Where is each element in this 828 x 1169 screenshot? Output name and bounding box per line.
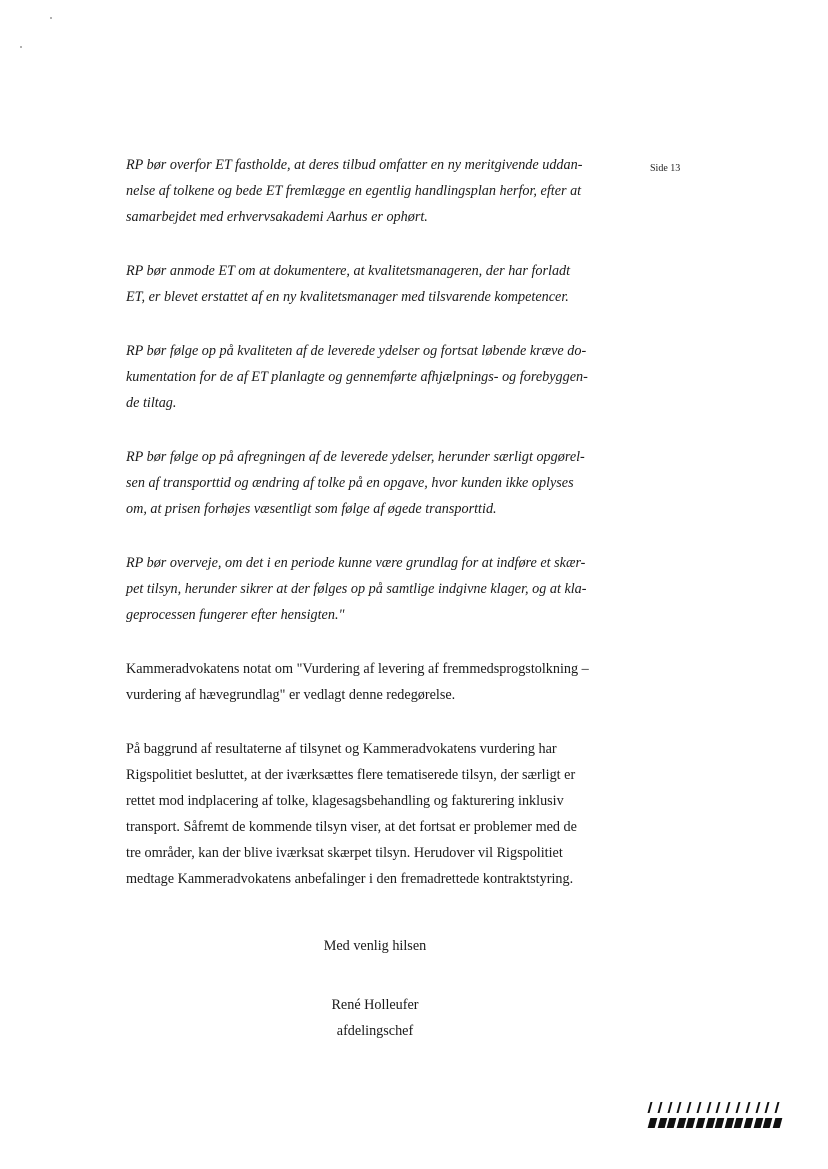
scan-speck (50, 17, 52, 19)
barcode-bar (687, 1102, 692, 1113)
scan-speck (20, 46, 22, 48)
recommendation-paragraph-3: RP bør følge op på kvaliteten af de leverede ydelser og fortsat løbende kræve do- kumentation for de af ET planlagte og gennemførte afhjælpnings- og forebyggen- de tiltag. (126, 343, 588, 411)
signer-title: afdelingschef (336, 1023, 414, 1039)
barcode-bar (677, 1102, 682, 1113)
barcode-bottom-row (649, 1118, 785, 1128)
barcode-bar (736, 1102, 741, 1113)
decision-paragraph: På baggrund af resultaterne af tilsynet og Kammeradvokatens vurdering har Rigspolitiet besluttet, at der iværksættes flere tematiserede tilsyn, der særligt er rettet mod indplacering af tolke, klagesagsbehandling og fakturering inklusiv transport. Såfremt de kommende tilsyn viser, at det fortsat er problemer med de tre områder, kan der blive iværksat skærpet tilsyn. Herudover vil Rigspolitiet medtage Kammeradvokatens anbefalinger i den fremadrettede kontraktstyring. (126, 741, 577, 887)
barcode-bar (706, 1102, 711, 1113)
barcode-top-row (649, 1102, 785, 1113)
attachment-note-paragraph: Kammeradvokatens notat om "Vurdering af levering af fremmedsprogstolkning – vurdering af hævegrundlag" er vedlagt denne redegørelse. (126, 661, 589, 703)
closing-greeting: Med venlig hilsen (323, 938, 427, 954)
barcode-bar (744, 1118, 754, 1128)
barcode-bar (775, 1102, 780, 1113)
barcode-bar (657, 1118, 667, 1128)
barcode-bar (648, 1102, 653, 1113)
recommendation-paragraph-2: RP bør anmode ET om at dokumentere, at kvalitetsmanageren, der har forladt ET, er blevet erstattet af en ny kvalitetsmanager med tilsvarende kompetencer. (126, 263, 571, 305)
barcode-bar (745, 1102, 750, 1113)
barcode-bar (753, 1118, 763, 1128)
barcode-bar (667, 1118, 677, 1128)
barcode-bar (676, 1118, 686, 1128)
barcode-bar (734, 1118, 744, 1128)
barcode-bar (667, 1102, 672, 1113)
page-number: Side 13 (650, 163, 681, 174)
barcode-bar (696, 1102, 701, 1113)
signature-block (275, 992, 475, 1044)
barcode-bar (705, 1118, 715, 1128)
barcode-bar (657, 1102, 662, 1113)
body-text (126, 152, 628, 892)
barcode-bar (772, 1118, 782, 1128)
barcode-bar (716, 1102, 721, 1113)
signer-name: René Holleufer (331, 997, 419, 1013)
barcode-bar (648, 1118, 658, 1128)
barcode-bar (696, 1118, 706, 1128)
barcode-bar (765, 1102, 770, 1113)
barcode-bar (755, 1102, 760, 1113)
barcode-bar (763, 1118, 773, 1128)
barcode-bar (724, 1118, 734, 1128)
barcode-bar (715, 1118, 725, 1128)
recommendation-paragraph-4: RP bør følge op på afregningen af de leverede ydelser, herunder særligt opgørel- sen af transporttid og ændring af tolke på en opgave, hvor kunden ikke oplyses om, at prisen forhøjes væsentligt som følge af øgede transporttid. (126, 449, 585, 517)
document-barcode (649, 1102, 785, 1128)
recommendation-paragraph-1: RP bør overfor ET fastholde, at deres tilbud omfatter en ny meritgivende uddan- nelse af tolkene og bede ET fremlægge en egentlig handlingsplan herfor, efter at samarbejdet med erhvervsakademi Aarhus er ophørt. (126, 157, 583, 225)
recommendation-paragraph-5: RP bør overveje, om det i en periode kunne være grundlag for at indføre et skær- pet tilsyn, herunder sikrer at der følges op på samtlige indgivne klager, og at kla- geprocessen fungerer efter hensigten." (126, 555, 587, 623)
barcode-bar (726, 1102, 731, 1113)
barcode-bar (686, 1118, 696, 1128)
